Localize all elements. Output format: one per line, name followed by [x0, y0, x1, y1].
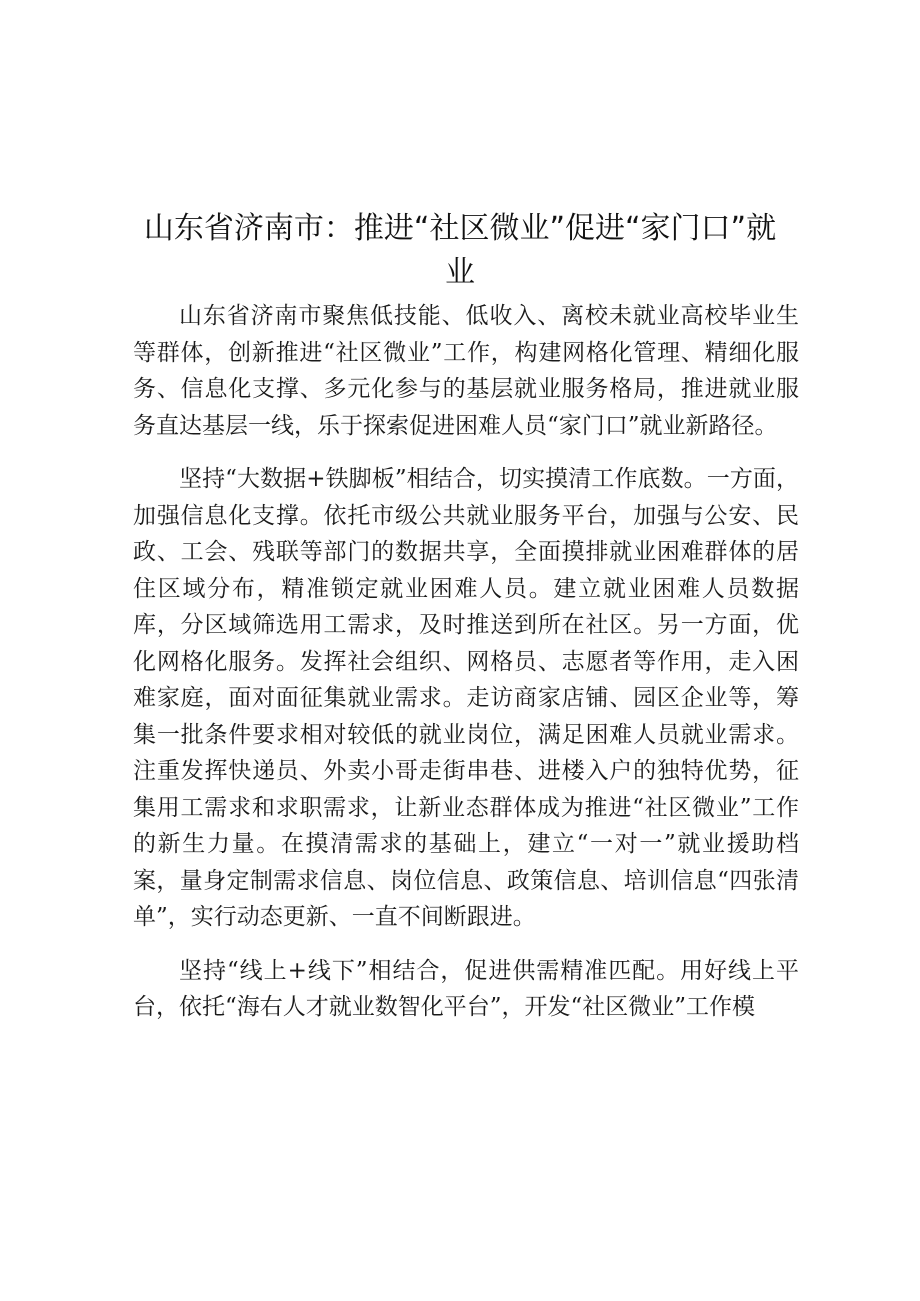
paragraph-online-offline: 坚持“线上+线下”相结合，促进供需精准匹配。用好线上平台，依托“海右人才就业数智化平台”，开发“社区微业”工作模	[133, 957, 799, 1020]
document-title: 山东省济南市：推进“社区微业”促进“家门口”就业	[143, 211, 777, 290]
paragraph-intro: 山东省济南市聚焦低技能、低收入、离校未就业高校毕业生等群体，创新推进“社区微业”工作，构建网格化管理、精细化服务、信息化支撑、多元化参与的基层就业服务格局，推进就业服务直达基层一线，乐于探索促进困难人员“家门口”就业新路径。	[133, 303, 799, 439]
document-body	[133, 298, 799, 1043]
paragraph-big-data: 坚持“大数据+铁脚板”相结合，切实摸清工作底数。一方面，加强信息化支撑。依托市级公共就业服务平台，加强与公安、民政、工会、残联等部门的数据共享，全面摸排就业困难群体的居住区域分布，精准锁定就业困难人员。建立就业困难人员数据库，分区域筛选用工需求，及时推送到所在社区。另一方面，优化网格化服务。发挥社会组织、网格员、志愿者等作用，走入困难家庭，面对面征集就业需求。走访商家店铺、园区企业等，筹集一批条件要求相对较低的就业岗位，满足困难人员就业需求。注重发挥快递员、外卖小哥走街串巷、进楼入户的独特优势，征集用工需求和求职需求，让新业态群体成为推进“社区微业”工作的新生力量。在摸清需求的基础上，建立“一对一”就业援助档案，量身定制需求信息、岗位信息、政策信息、培训信息“四张清单”，实行动态更新、一直不间断跟进。	[133, 466, 799, 930]
